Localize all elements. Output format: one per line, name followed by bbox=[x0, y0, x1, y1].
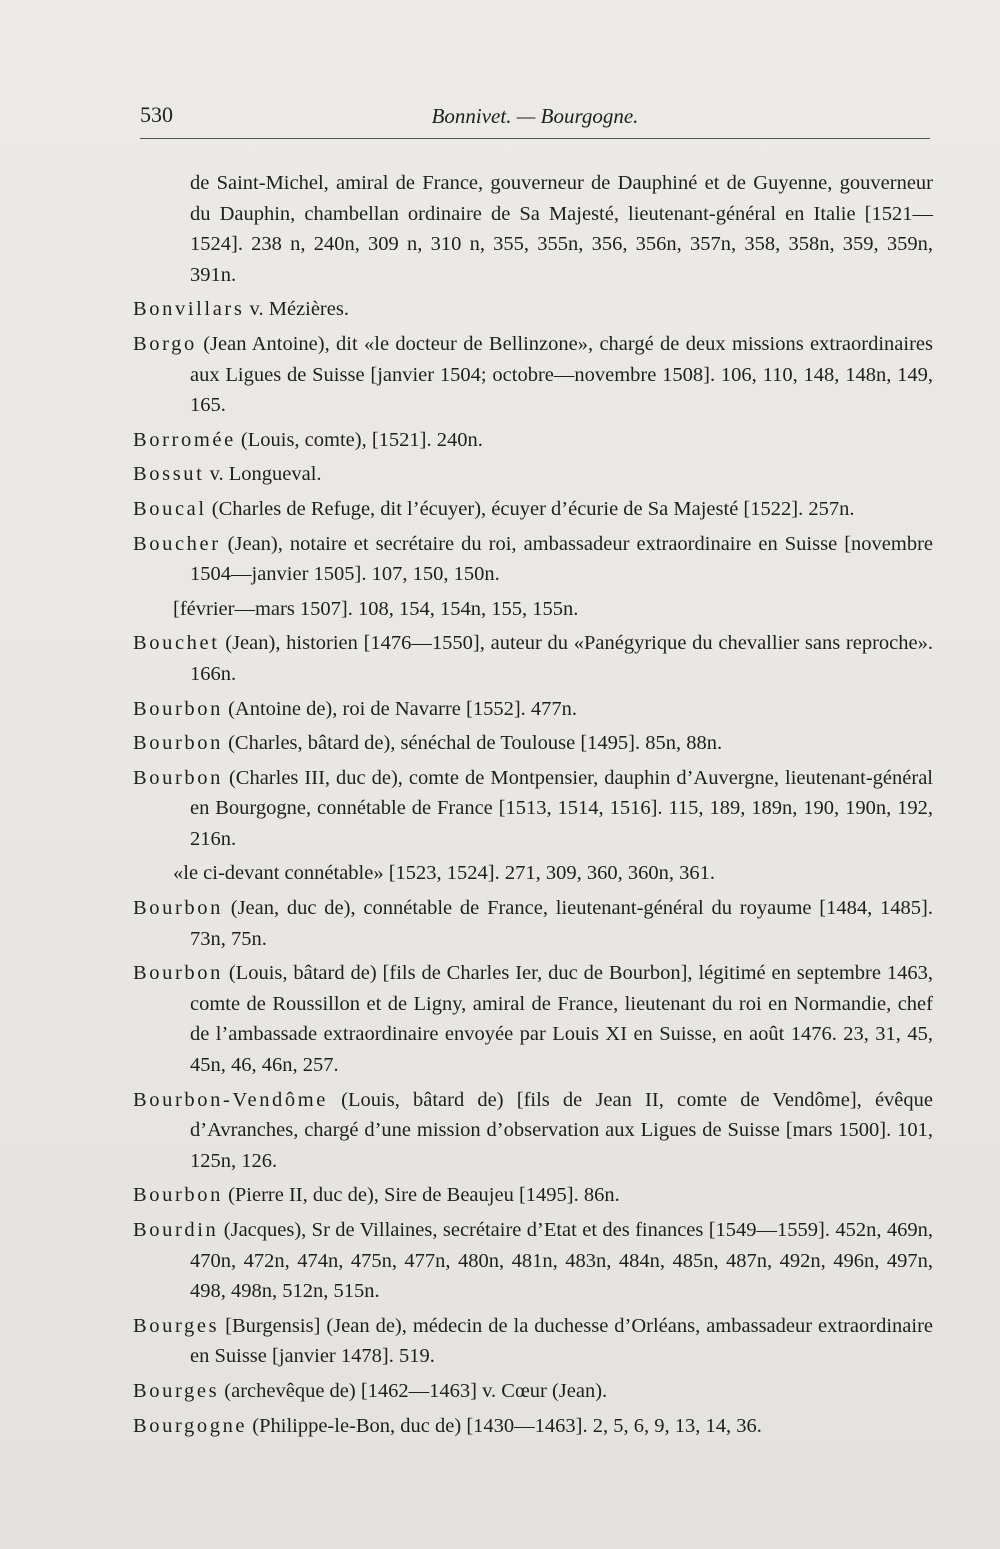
index-entry: Boucher (Jean), notaire et secrétaire du roi, ambassadeur extraordinaire en Suisse [novembre 1504—janvier 1505]. 107, 150, 150n. bbox=[133, 532, 933, 586]
index-entry: Bourges (archevêque de) [1462—1463] v. Cœur (Jean). bbox=[133, 1379, 608, 1402]
index-entry: Bossut v. Longueval. bbox=[133, 463, 322, 486]
entry-name: Boucher bbox=[133, 532, 221, 555]
running-title: Bonnivet. — Bourgogne. bbox=[431, 104, 639, 128]
index-entries bbox=[133, 168, 933, 1445]
entry-name: Bourdin bbox=[133, 1219, 219, 1241]
entry-name: Bourgogne bbox=[133, 1414, 248, 1437]
entry-name: Bourbon bbox=[133, 697, 223, 720]
entry-name: Bourbon-Vendôme bbox=[133, 1088, 329, 1111]
entry-name: Bourges bbox=[133, 1314, 220, 1337]
index-entry: Bouchet (Jean), historien [1476—1550], auteur du «Panégyrique du chevallier sans reproche». 166n. bbox=[133, 632, 933, 685]
index-entry: Bourbon (Pierre II, duc de), Sire de Beaujeu [1495]. 86n. bbox=[133, 1184, 620, 1207]
index-entry: Bonvillars v. Mézières. bbox=[133, 298, 349, 321]
page-header bbox=[140, 102, 930, 139]
page-number: 530 bbox=[140, 102, 173, 127]
index-entry: Bourbon (Charles III, duc de), comte de Montpensier, dauphin d’Auvergne, lieutenant-général en Bourgogne, connétable de France [1513, 1514, 1516]. 115, 189, 189n, 190, 190n, 192, 216n. bbox=[133, 766, 933, 850]
index-entry: Bourbon-Vendôme (Louis, bâtard de) [fils de Jean II, comte de Vendôme], évêque d’Avranches, chargé d’une mission d’observation aux Ligues de Suisse [mars 1500]. 101, 125n, 126. bbox=[133, 1088, 933, 1172]
entry-name: Bourbon bbox=[133, 1184, 223, 1207]
index-entry: Borromée (Louis, comte), [1521]. 240n. bbox=[133, 428, 483, 451]
index-entry: Bourbon (Antoine de), roi de Navarre [1552]. 477n. bbox=[133, 697, 578, 720]
entry-name: Bonvillars bbox=[133, 298, 245, 321]
index-entry: Borgo (Jean Antoine), dit «le docteur de Bellinzone», chargé de deux missions extraordinaires aux Ligues de Suisse [janvier 1504; octobre—novembre 1508]. 106, 110, 148, 148n, 149, 165. bbox=[133, 332, 933, 417]
entry-name: Bourbon bbox=[133, 766, 223, 789]
entry-name: Bourbon bbox=[133, 732, 223, 755]
index-entry: Boucal (Charles de Refuge, dit l’écuyer), écuyer d’écurie de Sa Majesté [1522]. 257n. bbox=[133, 497, 855, 520]
index-entry: de Saint-Michel, amiral de France, gouverneur de Dauphiné et de Guyenne, gouverneur du Dauphin, chambellan ordinaire de Sa Majesté, lieutenant-général en Italie [1521—1524]. 238 n, 240n, 309 n, 310 n, 355, 355n, 356, 356n, 357n, 358, 358n, 359, 359n, 391n. bbox=[190, 172, 933, 286]
index-entry: Bourgogne (Philippe-le-Bon, duc de) [1430—1463]. 2, 5, 6, 9, 13, 14, 36. bbox=[133, 1414, 762, 1437]
entry-name: Bourges bbox=[133, 1379, 220, 1402]
index-entry-continuation: «le ci-devant connétable» [1523, 1524]. 271, 309, 360, 360n, 361. bbox=[173, 862, 715, 885]
entry-name: Borgo bbox=[133, 332, 197, 355]
index-entry: Bourbon (Jean, duc de), connétable de France, lieutenant-général du royaume [1484, 1485]. 73n, 75n. bbox=[133, 897, 933, 950]
entry-name: Bourbon bbox=[133, 962, 223, 985]
index-entry: Bourges [Burgensis] (Jean de), médecin de la duchesse d’Orléans, ambassadeur extraordinaire en Suisse [janvier 1478]. 519. bbox=[133, 1314, 933, 1368]
index-entry: Bourdin (Jacques), Sr de Villaines, secrétaire d’Etat et des finances [1549—1559]. 452n, 469n, 470n, 472n, 474n, 475n, 477n, 480n, 481n, 483n, 484n, 485n, 487n, 492n, 496n, 497n, 498, 498n, 512n, 515n. bbox=[133, 1219, 933, 1303]
entry-name: Borromée bbox=[133, 428, 236, 451]
entry-name: Bossut bbox=[133, 463, 205, 486]
index-entry-continuation: [février—mars 1507]. 108, 154, 154n, 155, 155n. bbox=[173, 597, 579, 620]
entry-name: Boucal bbox=[133, 497, 207, 520]
entry-name: Bourbon bbox=[133, 897, 223, 920]
index-entry: Bourbon (Charles, bâtard de), sénéchal de Toulouse [1495]. 85n, 88n. bbox=[133, 732, 723, 755]
entry-name: Bouchet bbox=[133, 632, 220, 655]
index-entry: Bourbon (Louis, bâtard de) [fils de Charles Ier, duc de Bourbon], légitimé en septembre 1463, comte de Roussillon et de Ligny, amiral de France, lieutenant du roi en Normandie, chef de l’ambassade extraordinaire envoyée par Louis XI en Suisse, en août 1476. 23, 31, 45, 45n, 46, 46n, 257. bbox=[133, 962, 933, 1077]
